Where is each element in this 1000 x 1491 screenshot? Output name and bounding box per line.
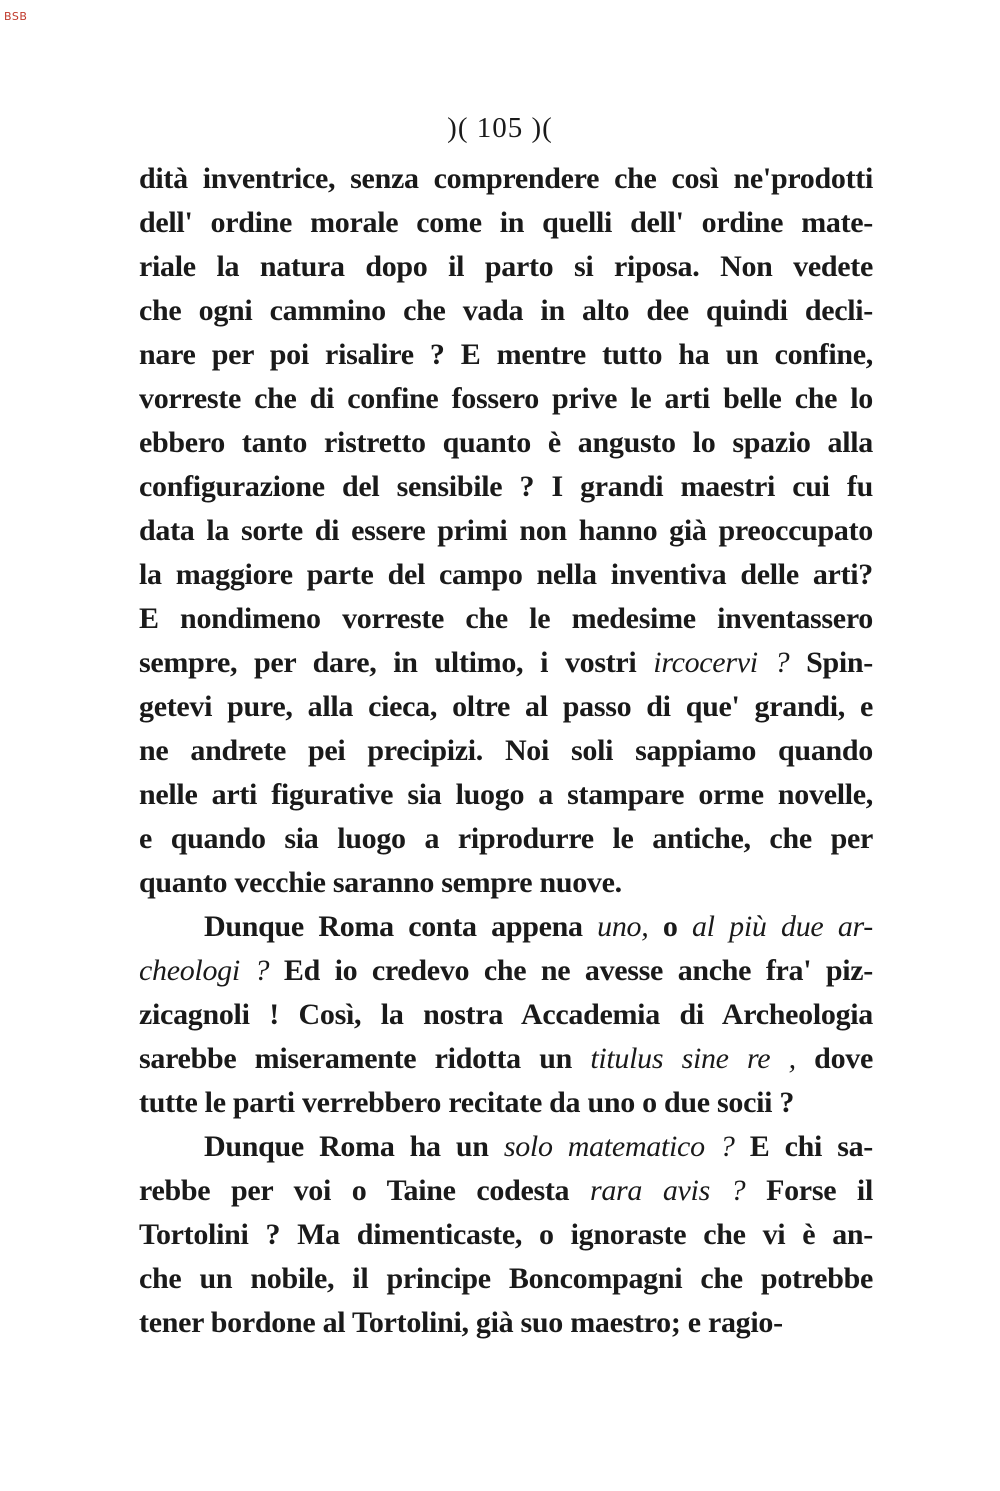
text-segment: Forse il [745, 1174, 873, 1207]
text-segment: la maggiore parte del campo nella inventiva delle arti? [139, 558, 873, 591]
text-segment: zicagnoli ! Così, la nostra Accademia di Archeologia [139, 998, 873, 1031]
italic-text: rara avis ? [589, 1174, 746, 1207]
text-line [139, 597, 873, 641]
text-segment: che un nobile, il principe Boncompagni che potrebbe [139, 1262, 873, 1295]
italic-text: ircocervi ? [653, 646, 790, 679]
text-segment: Spin- [789, 646, 873, 679]
text-segment: tener bordone al Tortolini, già suo maestro; e ragio- [139, 1306, 783, 1339]
text-line [139, 861, 873, 905]
text-line [139, 289, 873, 333]
text-segment: e quando sia luogo a riprodurre le antiche, che per [139, 822, 873, 855]
text-line [139, 509, 873, 553]
text-line [139, 993, 873, 1037]
text-line [139, 949, 873, 993]
text-line [139, 685, 873, 729]
text-segment: vorreste che di confine fossero prive le arti belle che lo [139, 382, 873, 415]
text-segment: E nondimeno vorreste che le medesime inventassero [139, 602, 873, 635]
text-segment: nelle arti figurative sia luogo a stampare orme novelle, [139, 778, 873, 811]
text-segment: sempre, per dare, in ultimo, i vostri [139, 646, 654, 679]
text-line [139, 333, 873, 377]
text-line [139, 1169, 873, 1213]
italic-text: titulus sine re , [590, 1042, 796, 1075]
page-number: )( 105 )( [447, 112, 553, 144]
text-segment: o [648, 910, 692, 943]
text-line [139, 553, 873, 597]
text-line [139, 245, 873, 289]
library-watermark: BSB [4, 10, 28, 23]
text-segment: che ogni cammino che vada in alto dee quindi decli- [139, 294, 873, 327]
body-text [139, 157, 873, 1345]
text-segment: Dunque Roma conta appena [204, 910, 598, 943]
text-segment: ne andrete pei precipizi. Noi soli sappiamo quando [139, 734, 873, 767]
text-line [139, 421, 873, 465]
text-segment: nare per poi risalire ? E mentre tutto ha un confine, [139, 338, 873, 371]
italic-text: al più due ar- [691, 910, 873, 943]
text-line [139, 377, 873, 421]
text-segment: dità inventrice, senza comprendere che così ne'prodotti [139, 162, 873, 195]
text-line [139, 1257, 873, 1301]
text-segment: data la sorte di essere primi non hanno già preoccupato [139, 514, 873, 547]
text-segment: Dunque Roma ha un [204, 1130, 504, 1163]
text-segment: Ed io credevo che ne avesse anche fra' piz- [269, 954, 873, 987]
text-line [139, 465, 873, 509]
text-segment: quanto vecchie saranno sempre nuove. [139, 866, 622, 899]
text-line [139, 201, 873, 245]
text-line [139, 1213, 873, 1257]
text-line [139, 817, 873, 861]
text-line [139, 157, 873, 201]
text-segment: dove [795, 1042, 873, 1075]
text-line [139, 773, 873, 817]
text-line [139, 905, 873, 949]
text-segment: configurazione del sensibile ? I grandi maestri cui fu [139, 470, 873, 503]
text-segment: rebbe per voi o Taine codesta [139, 1174, 590, 1207]
text-line [139, 641, 873, 685]
text-segment: dell' ordine morale come in quelli dell' ordine mate- [139, 206, 873, 239]
text-segment: riale la natura dopo il parto si riposa. Non vedete [139, 250, 873, 283]
text-segment: getevi pure, alla cieca, oltre al passo di que' grandi, e [139, 690, 873, 723]
text-line [139, 729, 873, 773]
text-line [139, 1081, 873, 1125]
text-segment: E chi sa- [734, 1130, 873, 1163]
text-line [139, 1037, 873, 1081]
text-segment: sarebbe miseramente ridotta un [139, 1042, 591, 1075]
text-line [139, 1125, 873, 1169]
text-line [139, 1301, 873, 1345]
text-segment: ebbero tanto ristretto quanto è angusto lo spazio alla [139, 426, 873, 459]
italic-text: solo matematico ? [503, 1130, 735, 1163]
italic-text: cheologi ? [139, 954, 270, 987]
text-segment: Tortolini ? Ma dimenticaste, o ignoraste che vi è an- [139, 1218, 873, 1251]
text-segment: tutte le parti verrebbero recitate da uno o due socii ? [139, 1086, 795, 1119]
italic-text: uno, [597, 910, 649, 943]
